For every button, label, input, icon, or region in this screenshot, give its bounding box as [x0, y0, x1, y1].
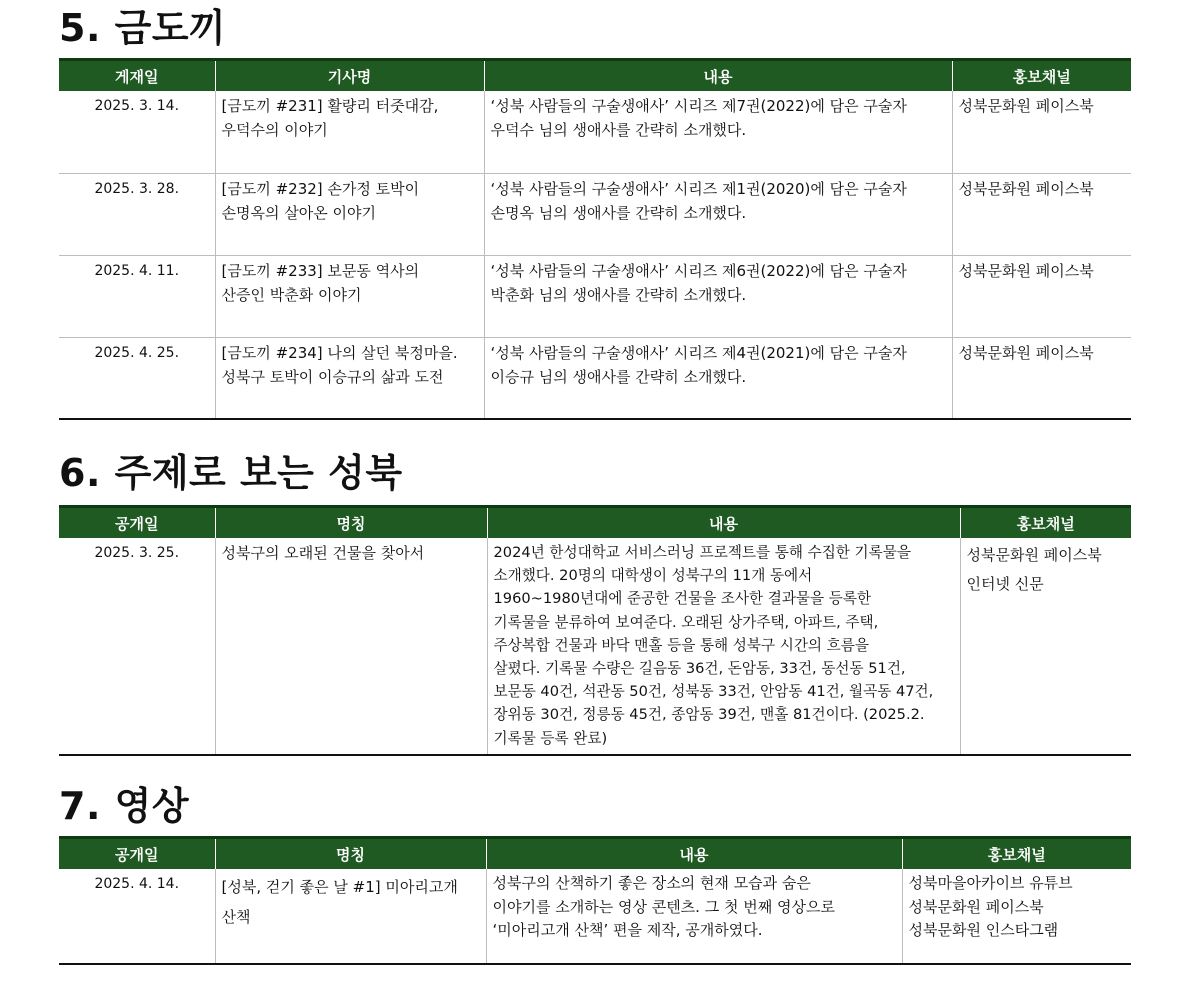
section-title: 6. 주제로 보는 성북 — [59, 451, 403, 495]
column-header: 게재일 — [59, 60, 215, 92]
cell-channel: 성북문화원 페이스북 — [952, 91, 1131, 173]
table-row — [59, 91, 1131, 173]
cell-channel: 성북문화원 페이스북 — [952, 337, 1131, 419]
cell-content: 2024년 한성대학교 서비스러닝 프로젝트를 통해 수집한 기록물을 소개했다. 20명의 대학생이 성북구의 11개 동에서 1960~1980년대에 준공한 건물을 조사한 결과물을 등록한 기록물을 분류하여 보여준다. 오래된 상가주택, 아파트, 주택, 주상복합 건물과 바닥 맨홀 등을 통해 성북구 시간의 흐름을 살폈다. 기록물 수량은 길음동 36건, 돈암동, 33건, 동선동 51건, 보문동 40건, 석관동 50건, 성북동 33건, 안암동 41건, 월곡동 47건, 장위동 30건, 정릉동 45건, 종암동 39건, 맨홀 81건이다. (2025.2. 기록물 등록 완료) — [487, 538, 960, 755]
cell-channel: 성북문화원 페이스북 — [952, 255, 1131, 337]
column-header: 홍보채널 — [960, 507, 1131, 539]
table-row — [59, 173, 1131, 255]
table-videos — [59, 836, 1131, 965]
column-header: 공개일 — [59, 838, 215, 870]
cell-name: [금도끼 #232] 손가정 토박이 손명옥의 살아온 이야기 — [215, 173, 484, 255]
cell-content: ‘성북 사람들의 구술생애사’ 시리즈 제1권(2020)에 담은 구술자 손명옥 님의 생애사를 간략히 소개했다. — [484, 173, 952, 255]
column-header: 공개일 — [59, 507, 215, 539]
table-7-wrapper — [59, 836, 1131, 965]
cell-name: 성북구의 오래된 건물을 찾아서 — [215, 538, 487, 755]
section-7 — [59, 786, 1131, 826]
table-header-row — [59, 60, 1131, 92]
cell-channel: 성북문화원 페이스북 인터넷 신문 — [960, 538, 1131, 755]
cell-name: [금도끼 #234] 나의 살던 북정마을. 성북구 토박이 이승규의 삶과 도전 — [215, 337, 484, 419]
cell-channel: 성북문화원 페이스북 — [952, 173, 1131, 255]
table-geumdokki — [59, 58, 1131, 420]
cell-name: [금도끼 #233] 보문동 역사의 산증인 박춘화 이야기 — [215, 255, 484, 337]
column-header: 내용 — [486, 838, 902, 870]
table-row — [59, 255, 1131, 337]
column-header: 홍보채널 — [902, 838, 1131, 870]
table-topics — [59, 505, 1131, 756]
table-row — [59, 337, 1131, 419]
table-6-wrapper — [59, 505, 1131, 756]
cell-date: 2025. 4. 14. — [59, 869, 215, 964]
column-header: 내용 — [487, 507, 960, 539]
cell-date: 2025. 3. 14. — [59, 91, 215, 173]
section-5 — [59, 8, 1131, 48]
table-row — [59, 869, 1131, 964]
cell-date: 2025. 3. 25. — [59, 538, 215, 755]
cell-date: 2025. 3. 28. — [59, 173, 215, 255]
column-header: 홍보채널 — [952, 60, 1131, 92]
section-title: 7. 영상 — [59, 784, 190, 828]
column-header: 명칭 — [215, 838, 486, 870]
cell-name: [성북, 걷기 좋은 날 #1] 미아리고개 산책 — [215, 869, 486, 964]
cell-content: 성북구의 산책하기 좋은 장소의 현재 모습과 숨은 이야기를 소개하는 영상 콘텐츠. 그 첫 번째 영상으로 ‘미아리고개 산책’ 편을 제작, 공개하였다. — [486, 869, 902, 964]
column-header: 기사명 — [215, 60, 484, 92]
cell-date: 2025. 4. 25. — [59, 337, 215, 419]
table-header-row — [59, 838, 1131, 870]
section-6 — [59, 453, 1131, 493]
column-header: 명칭 — [215, 507, 487, 539]
cell-content: ‘성북 사람들의 구술생애사’ 시리즈 제7권(2022)에 담은 구술자 우덕수 님의 생애사를 간략히 소개했다. — [484, 91, 952, 173]
table-5-wrapper — [59, 58, 1131, 420]
cell-content: ‘성북 사람들의 구술생애사’ 시리즈 제4권(2021)에 담은 구술자 이승규 님의 생애사를 간략히 소개했다. — [484, 337, 952, 419]
cell-content: ‘성북 사람들의 구술생애사’ 시리즈 제6권(2022)에 담은 구술자 박춘화 님의 생애사를 간략히 소개했다. — [484, 255, 952, 337]
cell-channel: 성북마을아카이브 유튜브 성북문화원 페이스북 성북문화원 인스타그램 — [902, 869, 1131, 964]
column-header: 내용 — [484, 60, 952, 92]
cell-date: 2025. 4. 11. — [59, 255, 215, 337]
table-row — [59, 538, 1131, 755]
table-header-row — [59, 507, 1131, 539]
section-title: 5. 금도끼 — [59, 6, 227, 50]
cell-name: [금도끼 #231] 활량리 터줏대감, 우덕수의 이야기 — [215, 91, 484, 173]
